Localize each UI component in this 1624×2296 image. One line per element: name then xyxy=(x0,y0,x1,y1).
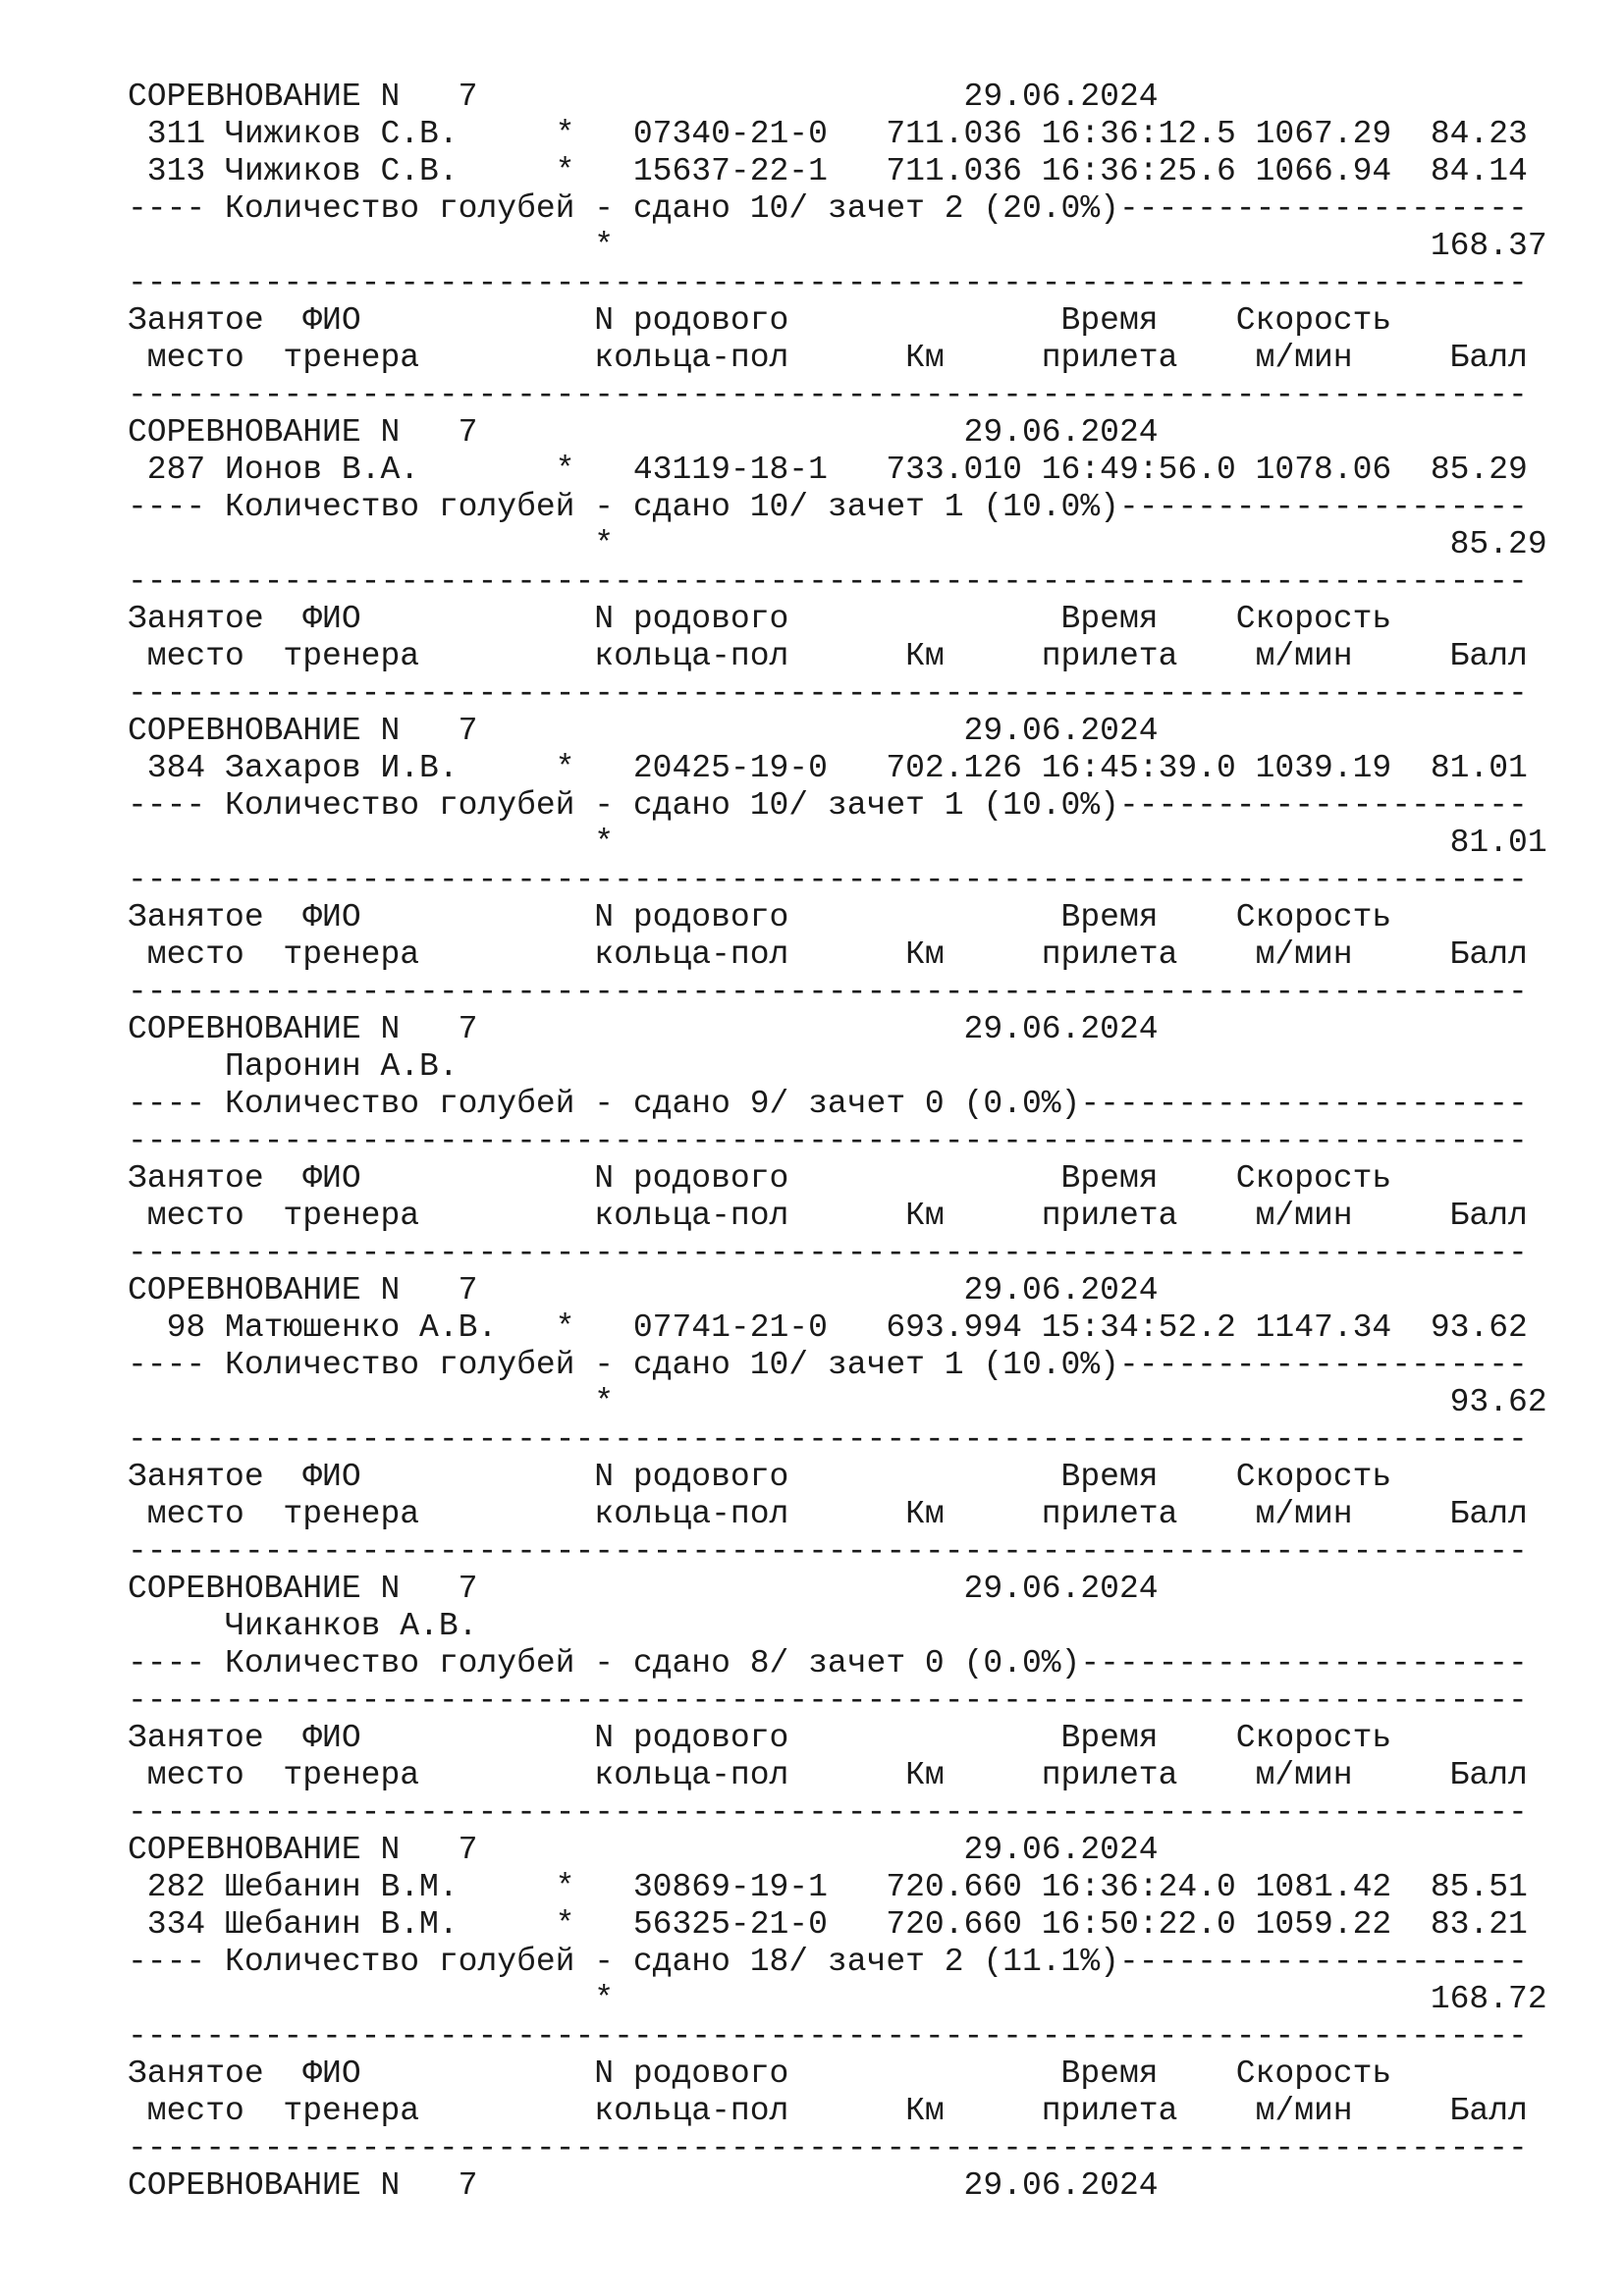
column-header: место тренера кольца-пол Км прилета м/мин Балл xyxy=(128,2093,1528,2129)
separator-line: ------------------------------------------------------------------------ xyxy=(128,974,1528,1010)
result-row: 282 Шебанин В.М. * 30869-19-1 720.660 16:36:24.0 1081.42 85.51 xyxy=(128,1869,1528,1905)
competition-header: СОРЕВНОВАНИЕ N 7 29.06.2024 xyxy=(128,2167,1159,2204)
competition-header: СОРЕВНОВАНИЕ N 7 29.06.2024 xyxy=(128,1011,1159,1047)
competition-header: СОРЕВНОВАНИЕ N 7 29.06.2024 xyxy=(128,79,1159,115)
competition-header: СОРЕВНОВАНИЕ N 7 29.06.2024 xyxy=(128,1832,1159,1868)
column-header: Занятое ФИО N родового Время Скорость xyxy=(128,1459,1392,1495)
separator-line: ------------------------------------------------------------------------ xyxy=(128,1123,1528,1159)
result-row: 313 Чижиков С.В. * 15637-22-1 711.036 16:36:25.6 1066.94 84.14 xyxy=(128,153,1528,189)
separator-line: ------------------------------------------------------------------------ xyxy=(128,862,1528,898)
separator-line: ------------------------------------------------------------------------ xyxy=(128,377,1528,413)
result-row: 98 Матюшенко А.В. * 07741-21-0 693.994 15:34:52.2 1147.34 93.62 xyxy=(128,1309,1528,1346)
column-header: Занятое ФИО N родового Время Скорость xyxy=(128,899,1392,935)
pigeon-count-summary: ---- Количество голубей - сдано 18/ зачет 2 (11.1%)--------------------- xyxy=(128,1944,1528,1980)
separator-line: ------------------------------------------------------------------------ xyxy=(128,675,1528,712)
result-row: 287 Ионов В.А. * 43119-18-1 733.010 16:49:56.0 1078.06 85.29 xyxy=(128,452,1528,488)
column-header: место тренера кольца-пол Км прилета м/мин Балл xyxy=(128,340,1528,376)
pigeon-count-summary: ---- Количество голубей - сдано 10/ зачет 1 (10.0%)--------------------- xyxy=(128,1347,1528,1383)
result-row: 384 Захаров И.В. * 20425-19-0 702.126 16:45:39.0 1039.19 81.01 xyxy=(128,750,1528,786)
pigeon-count-summary: ---- Количество голубей - сдано 10/ зачет 1 (10.0%)--------------------- xyxy=(128,787,1528,824)
column-header: место тренера кольца-пол Км прилета м/мин Балл xyxy=(128,1198,1528,1234)
column-header: место тренера кольца-пол Км прилета м/мин Балл xyxy=(128,936,1528,973)
separator-line: ------------------------------------------------------------------------ xyxy=(128,265,1528,301)
competition-header: СОРЕВНОВАНИЕ N 7 29.06.2024 xyxy=(128,1272,1159,1308)
separator-line: ------------------------------------------------------------------------ xyxy=(128,1794,1528,1831)
pigeon-count-summary: ---- Количество голубей - сдано 10/ зачет 2 (20.0%)--------------------- xyxy=(128,190,1528,227)
result-row: 334 Шебанин В.М. * 56325-21-0 720.660 16:50:22.0 1059.22 83.21 xyxy=(128,1906,1528,1943)
column-header: Занятое ФИО N родового Время Скорость xyxy=(128,1720,1392,1756)
fancier-name: Паронин А.В. xyxy=(128,1048,459,1085)
separator-line: ------------------------------------------------------------------------ xyxy=(128,1533,1528,1570)
column-header: Занятое ФИО N родового Время Скорость xyxy=(128,302,1392,339)
pigeon-count-summary: ---- Количество голубей - сдано 9/ зачет 0 (0.0%)----------------------- xyxy=(128,1086,1528,1122)
total-score-line: * 85.29 xyxy=(128,526,1547,562)
column-header: место тренера кольца-пол Км прилета м/мин Балл xyxy=(128,1757,1528,1793)
column-header: Занятое ФИО N родового Время Скорость xyxy=(128,2056,1392,2092)
column-header: Занятое ФИО N родового Время Скорость xyxy=(128,601,1392,637)
total-score-line: * 168.72 xyxy=(128,1981,1547,2017)
separator-line: ------------------------------------------------------------------------ xyxy=(128,1682,1528,1719)
separator-line: ------------------------------------------------------------------------ xyxy=(128,2018,1528,2055)
separator-line: ------------------------------------------------------------------------ xyxy=(128,1421,1528,1458)
column-header: место тренера кольца-пол Км прилета м/мин Балл xyxy=(128,1496,1528,1532)
competition-header: СОРЕВНОВАНИЕ N 7 29.06.2024 xyxy=(128,414,1159,451)
column-header: Занятое ФИО N родового Время Скорость xyxy=(128,1160,1392,1197)
result-row: 311 Чижиков С.В. * 07340-21-0 711.036 16:36:12.5 1067.29 84.23 xyxy=(128,116,1528,152)
pigeon-count-summary: ---- Количество голубей - сдано 8/ зачет 0 (0.0%)----------------------- xyxy=(128,1645,1528,1682)
pigeon-count-summary: ---- Количество голубей - сдано 10/ зачет 1 (10.0%)--------------------- xyxy=(128,489,1528,525)
separator-line: ------------------------------------------------------------------------ xyxy=(128,2130,1528,2166)
column-header: место тренера кольца-пол Км прилета м/мин Балл xyxy=(128,638,1528,674)
separator-line: ------------------------------------------------------------------------ xyxy=(128,563,1528,600)
competition-header: СОРЕВНОВАНИЕ N 7 29.06.2024 xyxy=(128,1571,1159,1607)
results-document xyxy=(128,79,1581,2205)
total-score-line: * 168.37 xyxy=(128,228,1547,264)
separator-line: ------------------------------------------------------------------------ xyxy=(128,1235,1528,1271)
competition-header: СОРЕВНОВАНИЕ N 7 29.06.2024 xyxy=(128,713,1159,749)
total-score-line: * 81.01 xyxy=(128,825,1547,861)
total-score-line: * 93.62 xyxy=(128,1384,1547,1420)
fancier-name: Чиканков А.В. xyxy=(128,1608,478,1644)
